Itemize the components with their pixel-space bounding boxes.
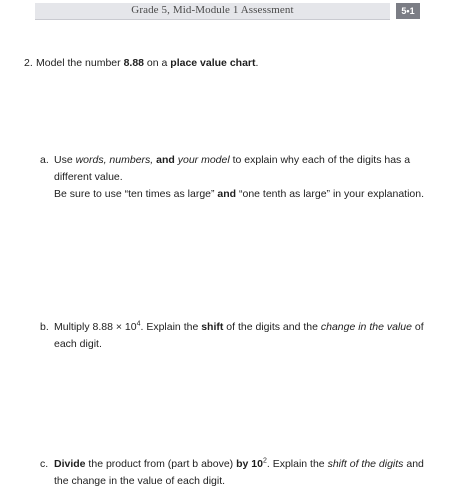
module-badge: 5•1 [396, 3, 420, 19]
question-2 [24, 55, 416, 72]
part-a-text-1: Use [54, 154, 76, 166]
part-c-text-2: . Explain the [266, 458, 328, 470]
part-c-body [54, 456, 425, 490]
question-text-3: . [255, 57, 259, 69]
part-b-letter: b. [40, 321, 49, 333]
part-c-by: by 10 [236, 458, 263, 470]
question-number-value: 8.88 [123, 57, 144, 69]
part-b-exponent: 4 [136, 320, 141, 328]
question-text-1: Model the number [36, 57, 124, 69]
part-a-words-numbers: words, numbers, [75, 154, 154, 166]
part-c [40, 456, 425, 490]
part-a [40, 152, 425, 203]
part-a-text-4: Be sure to use “ten times as large” [54, 188, 218, 200]
part-b-change: change in the value [320, 321, 412, 333]
part-a-line-1 [54, 152, 425, 186]
part-c-letter: c. [40, 458, 49, 470]
part-a-and-2: and [217, 188, 237, 200]
part-b-shift: shift [201, 321, 224, 333]
part-b-text-4: of each digit. [54, 321, 424, 350]
part-a-body [54, 152, 425, 203]
part-c-divide: Divide [54, 458, 86, 470]
question-text-2: on a [144, 57, 171, 69]
question-chart-name: place value chart [170, 57, 256, 69]
header-bar [35, 3, 390, 20]
part-c-text-3: and the change in the value of each digit. [54, 458, 424, 487]
part-b-body [54, 319, 425, 353]
part-a-text-3: to explain why each of the digits has a different value. [54, 154, 411, 183]
part-b-text-3: of the digits and the [223, 321, 321, 333]
part-b-text-2: . Explain the [140, 321, 202, 333]
question-number: 2. [24, 57, 33, 69]
part-c-exponent: 2 [262, 457, 267, 465]
part-c-text-1: the product from (part b above) [85, 458, 237, 470]
part-b [40, 319, 425, 353]
part-a-text-6: “one tenth as large” in your explanation. [236, 188, 425, 200]
part-a-and: and [153, 154, 178, 166]
part-a-your-model: your model [177, 154, 230, 166]
header-title: Grade 5, Mid-Module 1 Assessment [131, 4, 294, 16]
part-c-shift-digits: shift of the digits [327, 458, 404, 470]
part-a-letter: a. [40, 154, 49, 166]
part-a-line-2 [54, 186, 425, 203]
part-b-text-1: Multiply 8.88 × 10 [54, 321, 137, 333]
